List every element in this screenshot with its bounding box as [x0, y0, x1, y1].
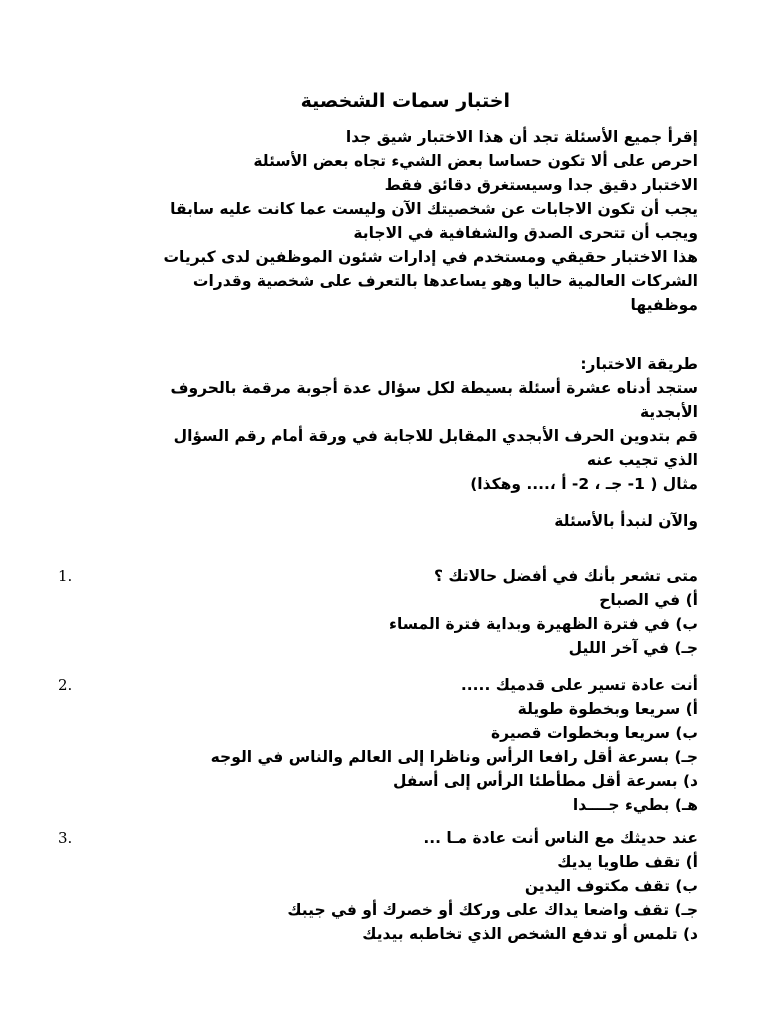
intro-line: الشركات العالمية حاليا وهو يساعدها بالتعرف على شخصية وقدرات	[192, 272, 698, 290]
intro-line: يجب أن تكون الاجابات عن شخصيتك الآن وليست عما كانت عليه سابقا	[170, 200, 698, 218]
start-section	[78, 509, 698, 533]
answer-option: ب) في فترة الظهيرة وبداية فترة المساء	[389, 615, 698, 633]
answer-option: د) بسرعة أقل مطأطئا الرأس إلى أسفل	[392, 772, 698, 790]
method-section	[78, 352, 698, 496]
method-line: الذي تجيب عنه	[586, 451, 698, 469]
intro-line: احرص على ألا تكون حساسا بعض الشيء تجاه بعض الأسئلة	[253, 152, 698, 170]
intro-line: الاختبار دقيق جدا وسيستغرق دقائق فقط	[384, 176, 698, 194]
question-text: عند حديثك مع الناس أنت عادة مـا ...	[423, 829, 698, 847]
answer-option: أ) تقف طاويا يديك	[557, 853, 698, 871]
question-text: أنت عادة تسير على قدميك .....	[460, 676, 698, 694]
method-line: ستجد أدناه عشرة أسئلة بسيطة لكل سؤال عدة أجوبة مرقمة بالحروف	[170, 379, 698, 397]
answer-option: ب) سريعا وبخطوات قصيرة	[491, 724, 698, 742]
answer-option: جـ) تقف واضعا يداك على وركك أو خصرك أو في جيبك	[287, 901, 698, 919]
method-example: مثال ( 1- جـ ، 2- أ ،.... وهكذا)	[470, 475, 698, 493]
answer-option: أ) في الصباح	[599, 591, 698, 609]
document-title: اختبار سمات الشخصية	[300, 90, 510, 112]
intro-section	[78, 125, 698, 317]
question-text: متى تشعر بأنك في أفضل حالاتك ؟	[433, 567, 698, 585]
question-3	[58, 826, 698, 946]
method-heading: طريقة الاختبار:	[580, 355, 698, 373]
intro-line: ويجب أن تتحرى الصدق والشفافية في الاجابة	[353, 224, 698, 242]
question-number: 1.	[58, 567, 73, 585]
question-2	[58, 673, 698, 817]
answer-option: جـ) بسرعة أقل رافعا الرأس وناظرا إلى العالم والناس في الوجه	[210, 748, 698, 766]
method-line: الأبجدية	[639, 403, 698, 421]
intro-line: موظفيها	[630, 296, 698, 314]
question-number: 3.	[58, 829, 73, 847]
answer-option: أ) سريعا وبخطوة طويلة	[517, 700, 698, 718]
start-text: والآن لنبدأ بالأسئلة	[554, 512, 698, 530]
question-number: 2.	[58, 676, 73, 694]
intro-line: إقرأ جميع الأسئلة تجد أن هذا الاختبار شيق جدا	[345, 128, 698, 146]
answer-option: د) تلمس أو تدفع الشخص الذي تخاطبه بيديك	[362, 925, 698, 943]
answer-option: ب) تقف مكتوف اليدين	[524, 877, 698, 895]
intro-line: هذا الاختبار حقيقي ومستخدم في إدارات شئون الموظفين لدى كبريات	[163, 248, 698, 266]
answer-option: هـ) بطيء جــــدا	[572, 796, 698, 814]
question-1	[58, 564, 698, 660]
answer-option: جـ) في آخر الليل	[568, 639, 698, 657]
method-line: قم بتدوين الحرف الأبجدي المقابل للاجابة في ورقة أمام رقم السؤال	[173, 427, 698, 445]
